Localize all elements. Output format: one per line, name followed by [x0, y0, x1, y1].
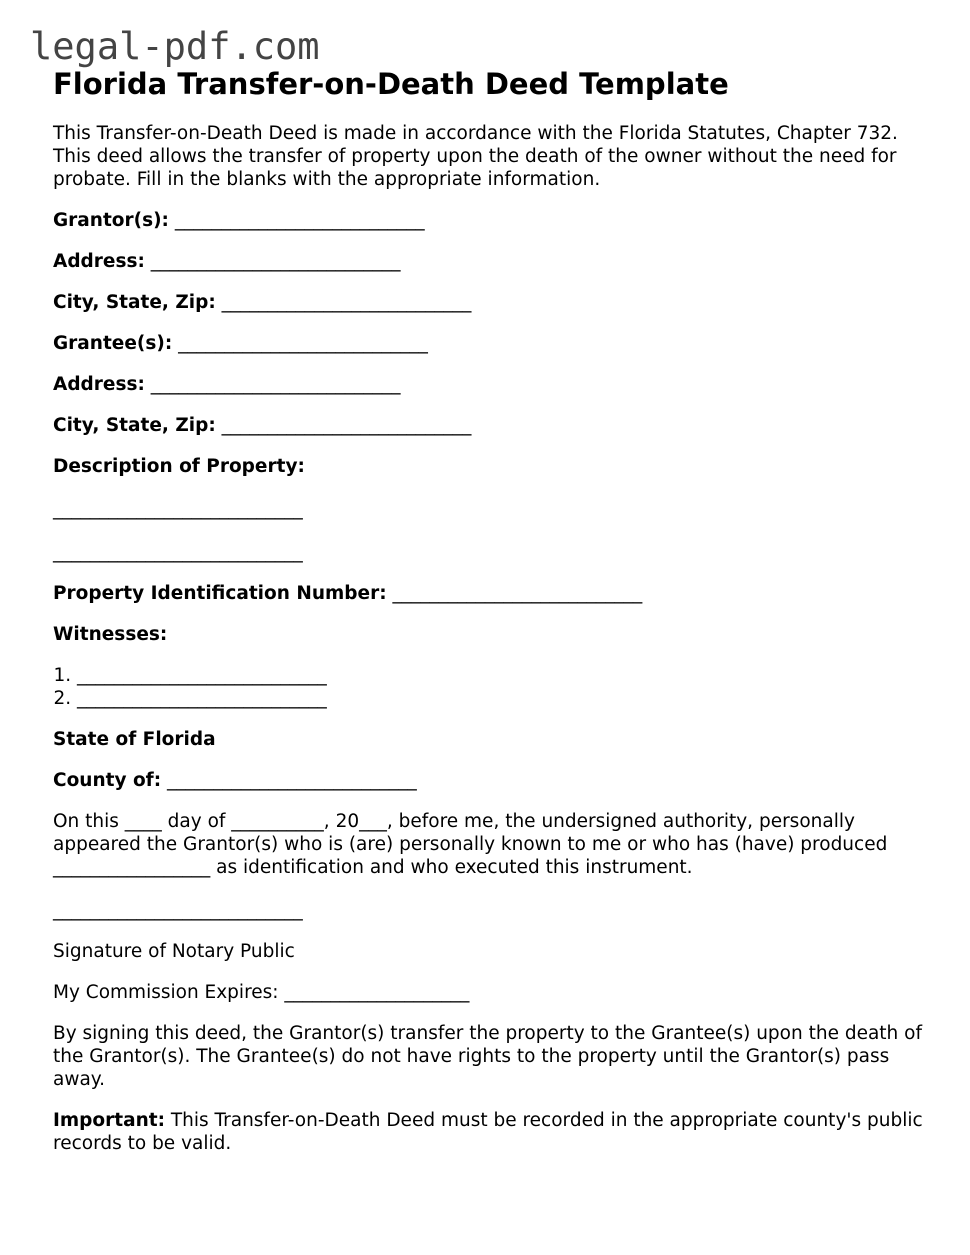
- closing-paragraph: By signing this deed, the Grantor(s) transfer the property to the Grantee(s) upon the death of the Grantor(s). The Grantee(s) do not have rights to the property until the Grantor(s) pass away.: [53, 1023, 922, 1090]
- grantor-label: Grantor(s):: [53, 210, 169, 231]
- grantor-address-field: [53, 250, 928, 273]
- description-blank-2: ___________________________: [53, 542, 303, 563]
- witnesses-label: Witnesses:: [53, 624, 168, 645]
- grantee-city-label: City, State, Zip:: [53, 415, 216, 436]
- important-label: Important:: [53, 1110, 165, 1131]
- document-title: Florida Transfer-on-Death Deed Template: [53, 67, 729, 101]
- grantee-blank: ___________________________: [178, 333, 428, 354]
- pin-field: [53, 582, 928, 605]
- grantee-city-blank: ___________________________: [221, 415, 472, 436]
- grantor-address-label: Address:: [53, 251, 145, 272]
- county-label: County of:: [53, 770, 162, 791]
- grantor-city-blank: ___________________________: [221, 292, 472, 313]
- grantor-blank: ___________________________: [174, 210, 425, 231]
- description-blank-1: ___________________________: [53, 499, 303, 520]
- document-page: [53, 66, 928, 1155]
- county-field: [53, 769, 928, 792]
- grantor-city-label: City, State, Zip:: [53, 292, 216, 313]
- important-note: [53, 1109, 928, 1155]
- notary-signature-label: Signature of Notary Public: [53, 941, 295, 962]
- witness-list: [53, 664, 928, 710]
- grantee-address-label: Address:: [53, 374, 145, 395]
- grantor-field: [53, 209, 928, 232]
- pin-label: Property Identification Number:: [53, 583, 387, 604]
- witness-item: 1. ___________________________: [77, 664, 928, 687]
- grantee-address-field: [53, 373, 928, 396]
- commission-expires: My Commission Expires: ____________________: [53, 982, 470, 1003]
- intro-paragraph: This Transfer-on-Death Deed is made in accordance with the Florida Statutes, Chapter 732. This deed allows the transfer of property upon the death of the owner without the need for probate. Fill in the blanks with the appropriate information.: [53, 123, 898, 190]
- notary-paragraph: On this ____ day of __________, 20___, before me, the undersigned authority, personally appeared the Grantor(s) who is (are) personally known to me or who has (have) produced _________________ as identification and who executed this instrument.: [53, 811, 888, 878]
- grantee-city-field: [53, 414, 928, 437]
- notary-signature-line: ___________________________: [53, 900, 303, 921]
- county-blank: ___________________________: [167, 770, 417, 791]
- witness-item: 2. ___________________________: [77, 687, 928, 710]
- important-text: This Transfer-on-Death Deed must be recorded in the appropriate county's public records to be valid.: [53, 1110, 923, 1154]
- grantee-field: [53, 332, 928, 355]
- grantor-city-field: [53, 291, 928, 314]
- watermark-logo: legal-pdf.com: [30, 25, 320, 68]
- grantee-address-blank: ___________________________: [150, 374, 401, 395]
- description-label: Description of Property:: [53, 456, 305, 477]
- state-label: State of Florida: [53, 729, 216, 750]
- grantor-address-blank: ___________________________: [150, 251, 401, 272]
- grantee-label: Grantee(s):: [53, 333, 173, 354]
- pin-blank: ___________________________: [392, 583, 643, 604]
